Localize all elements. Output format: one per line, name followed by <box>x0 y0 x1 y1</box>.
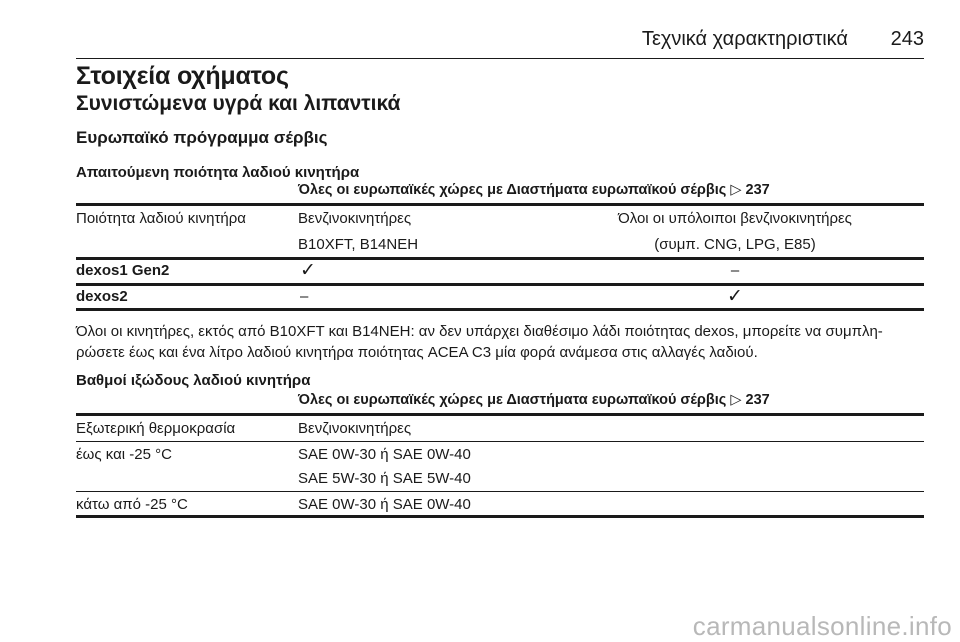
row-dexos1-gen2-name: dexos1 Gen2 <box>76 262 170 279</box>
row-temp-below-minus-25: κάτω από -25 °C <box>76 496 188 513</box>
viscosity-grade: SAE 0W-30 ή SAE 0W-40 <box>298 446 471 463</box>
oil-note-paragraph <box>76 321 924 363</box>
oil-note-line-1: Όλοι οι κινητήρες, εκτός από B10XFT και B14NEH: αν δεν υπάρχει διαθέσιμο λάδι ποιότητας dexos, μπορείτε να συμπλη- <box>76 323 883 340</box>
row-temp-down-to-minus-25: έως και -25 °C <box>76 446 172 463</box>
table-rule <box>76 441 924 442</box>
running-head-title: Τεχνικά χαρακτηριστικά <box>641 28 848 50</box>
section-heading: Στοιχεία οχήματος <box>76 62 289 90</box>
manual-page <box>76 0 924 642</box>
page-reference-arrow-icon: ▷ <box>730 182 742 198</box>
header-engine-codes: B10XFT, B14NEH <box>298 236 419 253</box>
table-rule <box>76 413 924 416</box>
header-petrol-engines: Βενζινοκινητήρες <box>298 420 412 437</box>
watermark: carmanualsonline.info <box>692 611 952 641</box>
check-icon: ✓ <box>727 286 743 307</box>
viscosity-caption: Όλες οι ευρωπαϊκές χώρες με Διαστήματα ευρωπαϊκού σέρβις ▷ 237 <box>298 392 770 408</box>
dash-mark: – <box>300 288 309 305</box>
table-rule <box>76 257 924 260</box>
running-head <box>76 28 924 59</box>
oil-note-line-2: ρώσετε έως και ένα λίτρο λαδιού κινητήρα ποιότητας ACEA C3 μία φορά ανάμεσα στις αλλαγές λαδιού. <box>76 344 758 361</box>
header-petrol-engines: Βενζινοκινητήρες <box>298 210 412 227</box>
page-reference-arrow-icon: ▷ <box>730 392 742 408</box>
dash-mark: – <box>730 262 740 279</box>
row-dexos2-name: dexos2 <box>76 288 128 305</box>
page-reference-link[interactable]: 237 <box>745 392 770 408</box>
header-outside-temperature: Εξωτερική θερμοκρασία <box>76 420 236 437</box>
oil-quality-caption: Όλες οι ευρωπαϊκές χώρες με Διαστήματα ευρωπαϊκού σέρβις ▷ 237 <box>298 182 770 198</box>
table-rule <box>76 515 924 518</box>
header-other-fuels: (συμπ. CNG, LPG, E85) <box>654 236 816 253</box>
oil-quality-heading: Απαιτούμενη ποιότητα λαδιού κινητήρα <box>76 164 360 181</box>
header-oil-quality: Ποιότητα λαδιού κινητήρα <box>76 210 246 227</box>
viscosity-grade: SAE 0W-30 ή SAE 0W-40 <box>298 496 471 513</box>
header-other-petrol-engines: Όλοι οι υπόλοιποι βενζινοκινητήρες <box>618 210 852 227</box>
subsection-heading: Συνιστώμενα υγρά και λιπαντικά <box>76 92 401 115</box>
viscosity-grade: SAE 5W-30 ή SAE 5W-40 <box>298 470 471 487</box>
page-reference-link[interactable]: 237 <box>745 182 770 198</box>
page-number: 243 <box>890 28 924 50</box>
table-rule <box>76 203 924 206</box>
service-programme-heading: Ευρωπαϊκό πρόγραμμα σέρβις <box>76 128 328 147</box>
viscosity-heading: Βαθμοί ιξώδους λαδιού κινητήρα <box>76 372 311 389</box>
table-rule <box>76 491 924 492</box>
table-rule <box>76 308 924 311</box>
check-icon: ✓ <box>300 260 316 281</box>
